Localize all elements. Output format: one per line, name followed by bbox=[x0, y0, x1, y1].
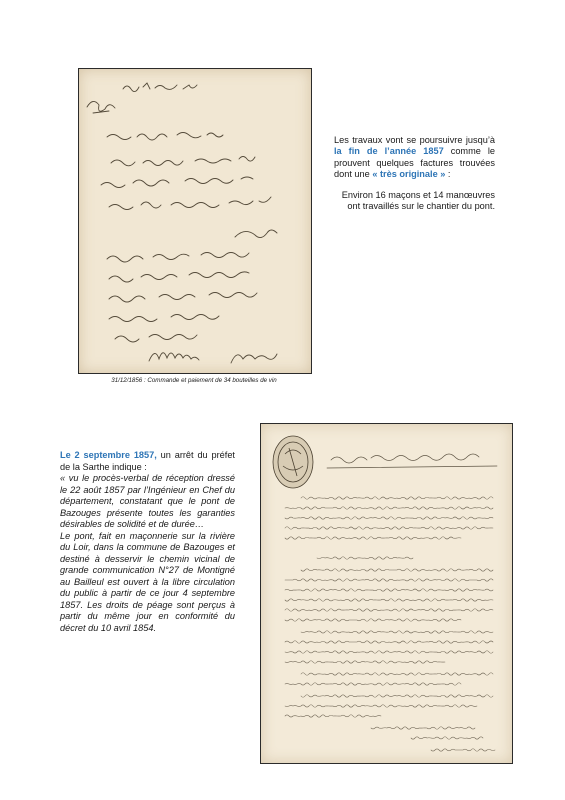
decree-intro bbox=[60, 450, 235, 473]
handwriting-line bbox=[371, 727, 475, 730]
intro-text-continued: comme le prouvent quelques factures trouvées dont une bbox=[334, 146, 495, 180]
seal-icon bbox=[273, 436, 313, 488]
intro-text: Les travaux vont se poursuivre jusqu’à bbox=[334, 135, 495, 145]
handwriting-line bbox=[285, 705, 477, 708]
prefecture-decree-drawing bbox=[261, 424, 512, 763]
prefecture-decree-image bbox=[260, 423, 513, 764]
intro-quote-highlight: « très originale » bbox=[372, 169, 446, 180]
handwritten-invoice-drawing bbox=[79, 69, 311, 373]
handwriting-line bbox=[431, 749, 495, 752]
handwriting-line bbox=[285, 715, 381, 718]
handwriting-line bbox=[301, 695, 493, 698]
decree-intro-text: un arrêt du préfet de la Sarthe indique : bbox=[60, 450, 235, 472]
intro-paragraph bbox=[334, 135, 495, 181]
decree-quote-paragraph-1: « vu le procès-verbal de réception dressé le 22 août 1857 par l’Ingénieur en Chef du département, constatant que le pont de Bazouges présente toutes les garanties désirables de solidité et de durée… bbox=[60, 473, 235, 529]
intro-text-block bbox=[334, 135, 495, 221]
handwriting-line bbox=[285, 507, 493, 510]
handwriting-line bbox=[301, 497, 493, 500]
handwriting-line bbox=[411, 737, 483, 740]
handwriting-line bbox=[285, 641, 493, 644]
handwriting-line bbox=[285, 609, 493, 612]
decree-date-highlight: Le 2 septembre 1857, bbox=[60, 450, 157, 460]
intro-text-end: : bbox=[445, 169, 451, 180]
handwritten-invoice-image bbox=[78, 68, 312, 374]
handwriting-line bbox=[285, 651, 493, 654]
handwriting-line bbox=[285, 599, 493, 602]
handwriting-line bbox=[285, 527, 493, 530]
handwriting-line bbox=[285, 579, 493, 582]
handwriting-line bbox=[301, 673, 493, 676]
decree-text-block bbox=[60, 450, 235, 634]
handwriting-line bbox=[317, 557, 413, 560]
handwriting-line bbox=[285, 661, 445, 664]
handwriting-line bbox=[285, 517, 493, 520]
handwriting-line bbox=[285, 683, 461, 686]
handwriting-line bbox=[285, 537, 461, 540]
handwriting-line bbox=[301, 569, 493, 572]
handwriting-line bbox=[285, 589, 493, 592]
invoice-caption: 31/12/1856 : Commande et paiement de 34 bouteilles de vin bbox=[111, 377, 277, 384]
workers-paragraph: Environ 16 maçons et 14 manœuvres ont travaillés sur le chantier du pont. bbox=[341, 189, 495, 212]
intro-date-highlight: la fin de l’année 1857 bbox=[334, 146, 444, 157]
decree-quote-paragraph-2: Le pont, fait en maçonnerie sur la rivière du Loir, dans la commune de Bazouges et destiné à desservir le chemin vicinal de grande communication N°27 de Montigné au Bailleul est ouvert à la libre circulation du public à partir de ce jour 4 septembre 1857. Les droits de péage sont perçus à partir du même jour en conformité du décret du 10 avril 1854. bbox=[60, 530, 235, 633]
handwriting-line bbox=[285, 619, 461, 622]
handwriting-line bbox=[301, 631, 493, 634]
